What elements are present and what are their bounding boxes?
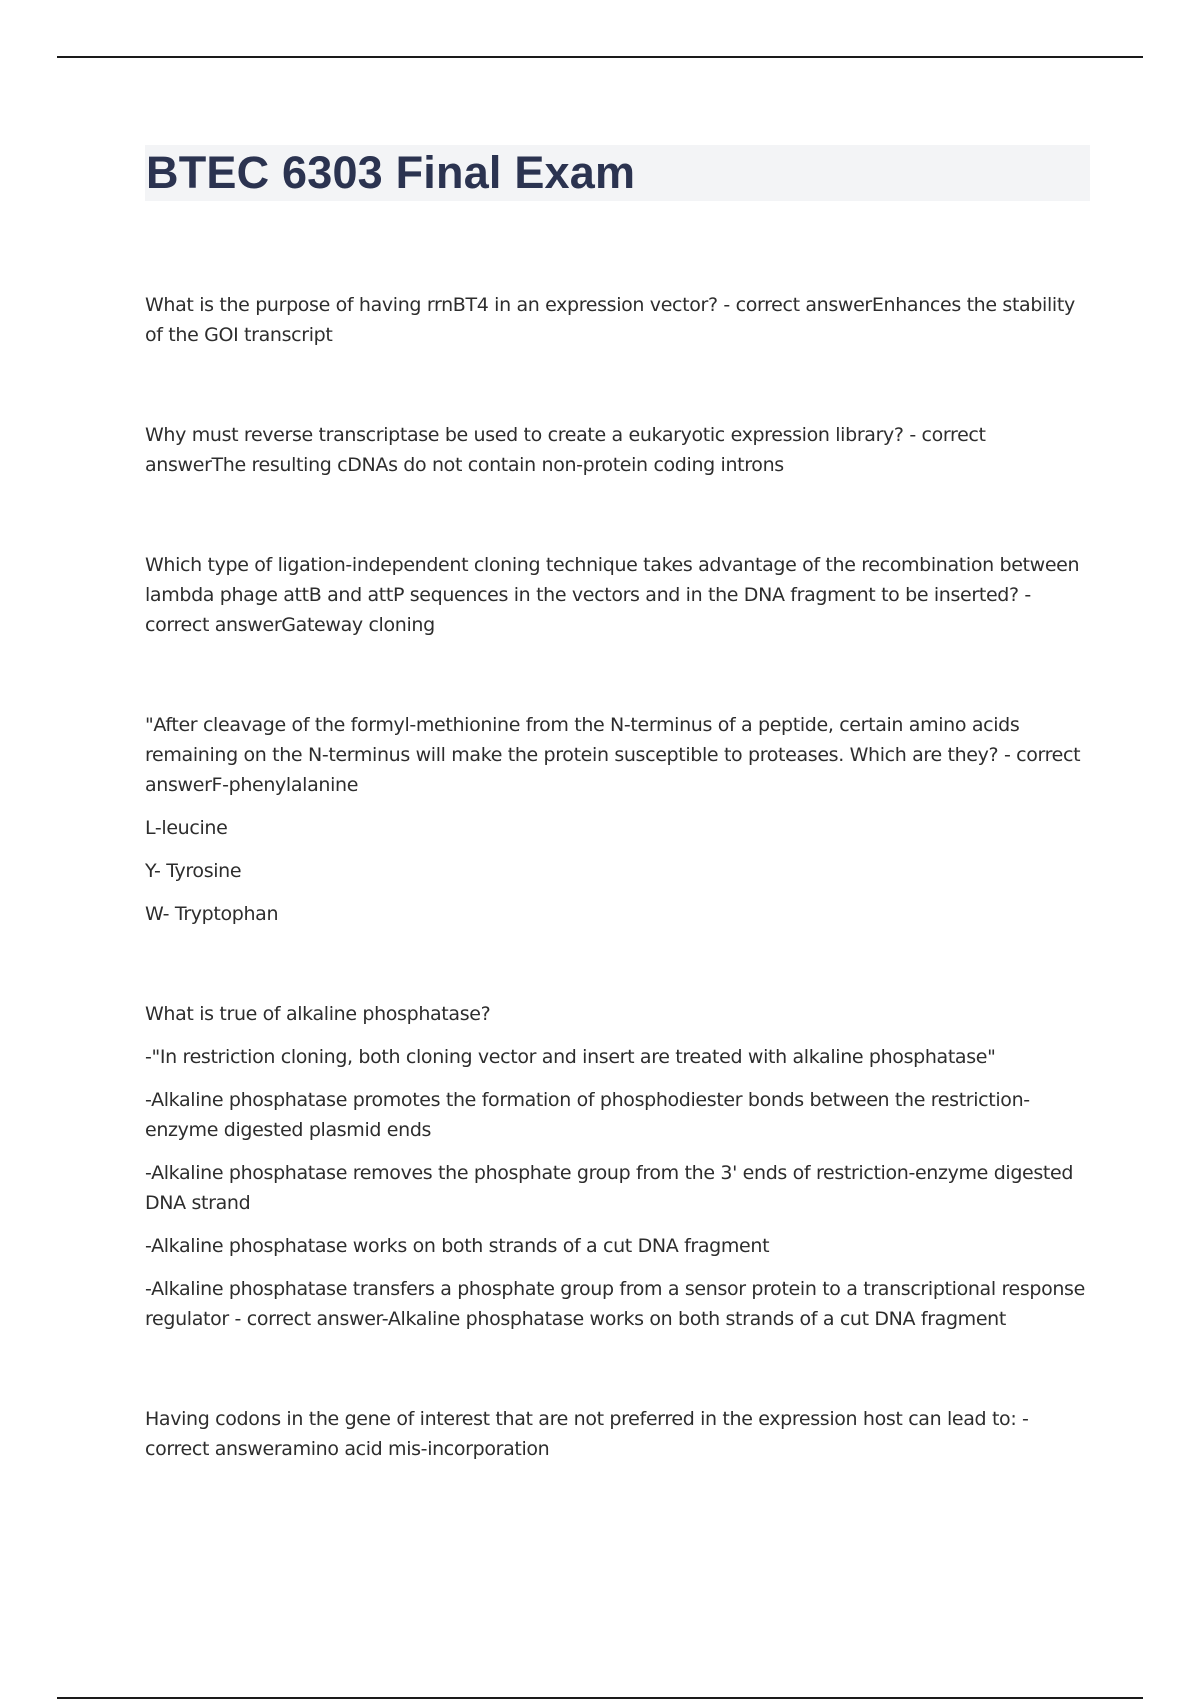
qa-block-4: [145, 710, 1090, 929]
question-text: Having codons in the gene of interest that are not preferred in the expression host can lead to: - correct answeramino acid mis-incorporation: [145, 1408, 1029, 1460]
option-line: -"In restriction cloning, both cloning vector and insert are treated with alkaline phosphatase": [145, 1046, 996, 1068]
qa-block-3: [145, 550, 1090, 640]
question-list: [145, 290, 1090, 1534]
answer-line: L-leucine: [145, 817, 228, 839]
question-text: Which type of ligation-independent cloning technique takes advantage of the recombination between lambda phage attB and attP sequences in the vectors and in the DNA fragment to be inserted? - correct answerGateway cloning: [145, 554, 1080, 636]
qa-block-6: [145, 1404, 1090, 1464]
document-title: BTEC 6303 Final Exam: [146, 147, 636, 198]
question-text: What is the purpose of having rrnBT4 in an expression vector? - correct answerEnhances the stability of the GOI transcript: [145, 294, 1075, 346]
question-text: What is true of alkaline phosphatase?: [145, 1003, 491, 1025]
question-text: "After cleavage of the formyl-methionine from the N-terminus of a peptide, certain amino acids remaining on the N-terminus will make the protein susceptible to proteases. Which are they? - correct answerF-phenylalanine: [145, 714, 1081, 796]
footer-rule: [57, 1697, 1143, 1699]
qa-block-5: [145, 999, 1090, 1334]
answer-line: Y- Tyrosine: [145, 860, 242, 882]
option-line: -Alkaline phosphatase removes the phosphate group from the 3' ends of restriction-enzyme digested DNA strand: [145, 1162, 1074, 1214]
option-line: -Alkaline phosphatase transfers a phosphate group from a sensor protein to a transcriptional response regulator - correct answer-Alkaline phosphatase works on both strands of a cut DNA fragment: [145, 1278, 1085, 1330]
header-rule: [57, 56, 1143, 58]
qa-block-2: [145, 420, 1090, 480]
option-line: -Alkaline phosphatase promotes the formation of phosphodiester bonds between the restriction-enzyme digested plasmid ends: [145, 1089, 1030, 1141]
qa-block-1: [145, 290, 1090, 350]
question-text: Why must reverse transcriptase be used to create a eukaryotic expression library? - correct answerThe resulting cDNAs do not contain non-protein coding introns: [145, 424, 986, 476]
option-line: -Alkaline phosphatase works on both strands of a cut DNA fragment: [145, 1235, 770, 1257]
answer-line: W- Tryptophan: [145, 903, 279, 925]
